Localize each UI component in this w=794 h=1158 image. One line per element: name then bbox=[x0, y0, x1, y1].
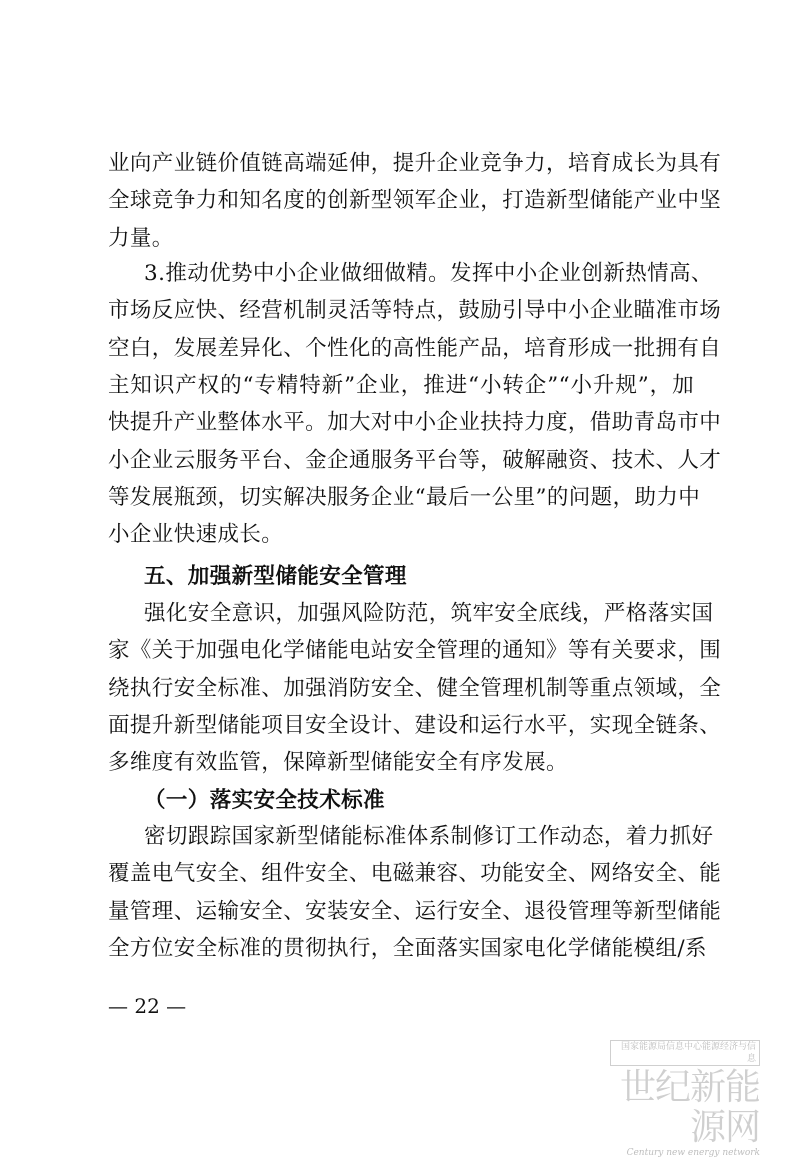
page-number: — 22 — bbox=[108, 994, 187, 1018]
paragraph-line: 全方位安全标准的贯彻执行，全面落实国家电化学储能模组/系 bbox=[108, 936, 707, 961]
paragraph-line: 面提升新型储能项目安全设计、建设和运行水平，实现全链条、 bbox=[108, 713, 722, 738]
paragraph-line: 主知识产权的“专精特新”企业，推进“小转企”“小升规”，加 bbox=[108, 373, 694, 398]
paragraph-line: 量管理、运输安全、安装安全、运行安全、退役管理等新型储能 bbox=[108, 899, 722, 924]
watermark-logo bbox=[610, 1040, 760, 1158]
paragraph-line: 小企业快速成长。 bbox=[108, 522, 284, 547]
paragraph-line: 快提升产业整体水平。加大对中小企业扶持力度，借助青岛市中 bbox=[108, 410, 722, 435]
paragraph-line: 强化安全意识，加强风险防范，筑牢安全底线，严格落实国 bbox=[144, 601, 714, 626]
paragraph-line: 覆盖电气安全、组件安全、电磁兼容、功能安全、网络安全、能 bbox=[108, 861, 722, 886]
paragraph-line: 3.推动优势中小企业做细做精。发挥中小企业创新热情高、 bbox=[144, 261, 713, 286]
watermark-main-text: 世纪新能源网 bbox=[619, 1067, 760, 1148]
paragraph-line: 多维度有效监管，保障新型储能安全有序发展。 bbox=[108, 750, 568, 775]
paragraph-line: 市场反应快、经营机制灵活等特点，鼓励引导中小企业瞄准市场 bbox=[108, 298, 722, 323]
subsection-heading: （一）落实安全技术标准 bbox=[144, 788, 385, 813]
watermark-sub-text: Century new energy network bbox=[626, 1148, 760, 1158]
paragraph-line: 全球竞争力和知名度的创新型领军企业，打造新型储能产业中坚 bbox=[108, 188, 722, 213]
paragraph-line: 家《关于加强电化学储能电站安全管理的通知》等有关要求，围 bbox=[108, 638, 722, 663]
paragraph-line: 力量。 bbox=[108, 226, 174, 251]
watermark-box-text: 国家能源局信息中心能源经济与信息 bbox=[610, 1040, 760, 1066]
paragraph-line: 密切跟踪国家新型储能标准体系制修订工作动态，着力抓好 bbox=[144, 824, 714, 849]
section-heading: 五、加强新型储能安全管理 bbox=[144, 564, 407, 589]
paragraph-line: 业向产业链价值链高端延伸，提升企业竞争力，培育成长为具有 bbox=[108, 151, 722, 176]
paragraph-line: 小企业云服务平台、金企通服务平台等，破解融资、技术、人才 bbox=[108, 448, 722, 473]
paragraph-line: 等发展瓶颈，切实解决服务企业“最后一公里”的问题，助力中 bbox=[108, 485, 701, 510]
paragraph-line: 绕执行安全标准、加强消防安全、健全管理机制等重点领域，全 bbox=[108, 676, 722, 701]
paragraph-line: 空白，发展差异化、个性化的高性能产品，培育形成一批拥有自 bbox=[108, 336, 722, 361]
